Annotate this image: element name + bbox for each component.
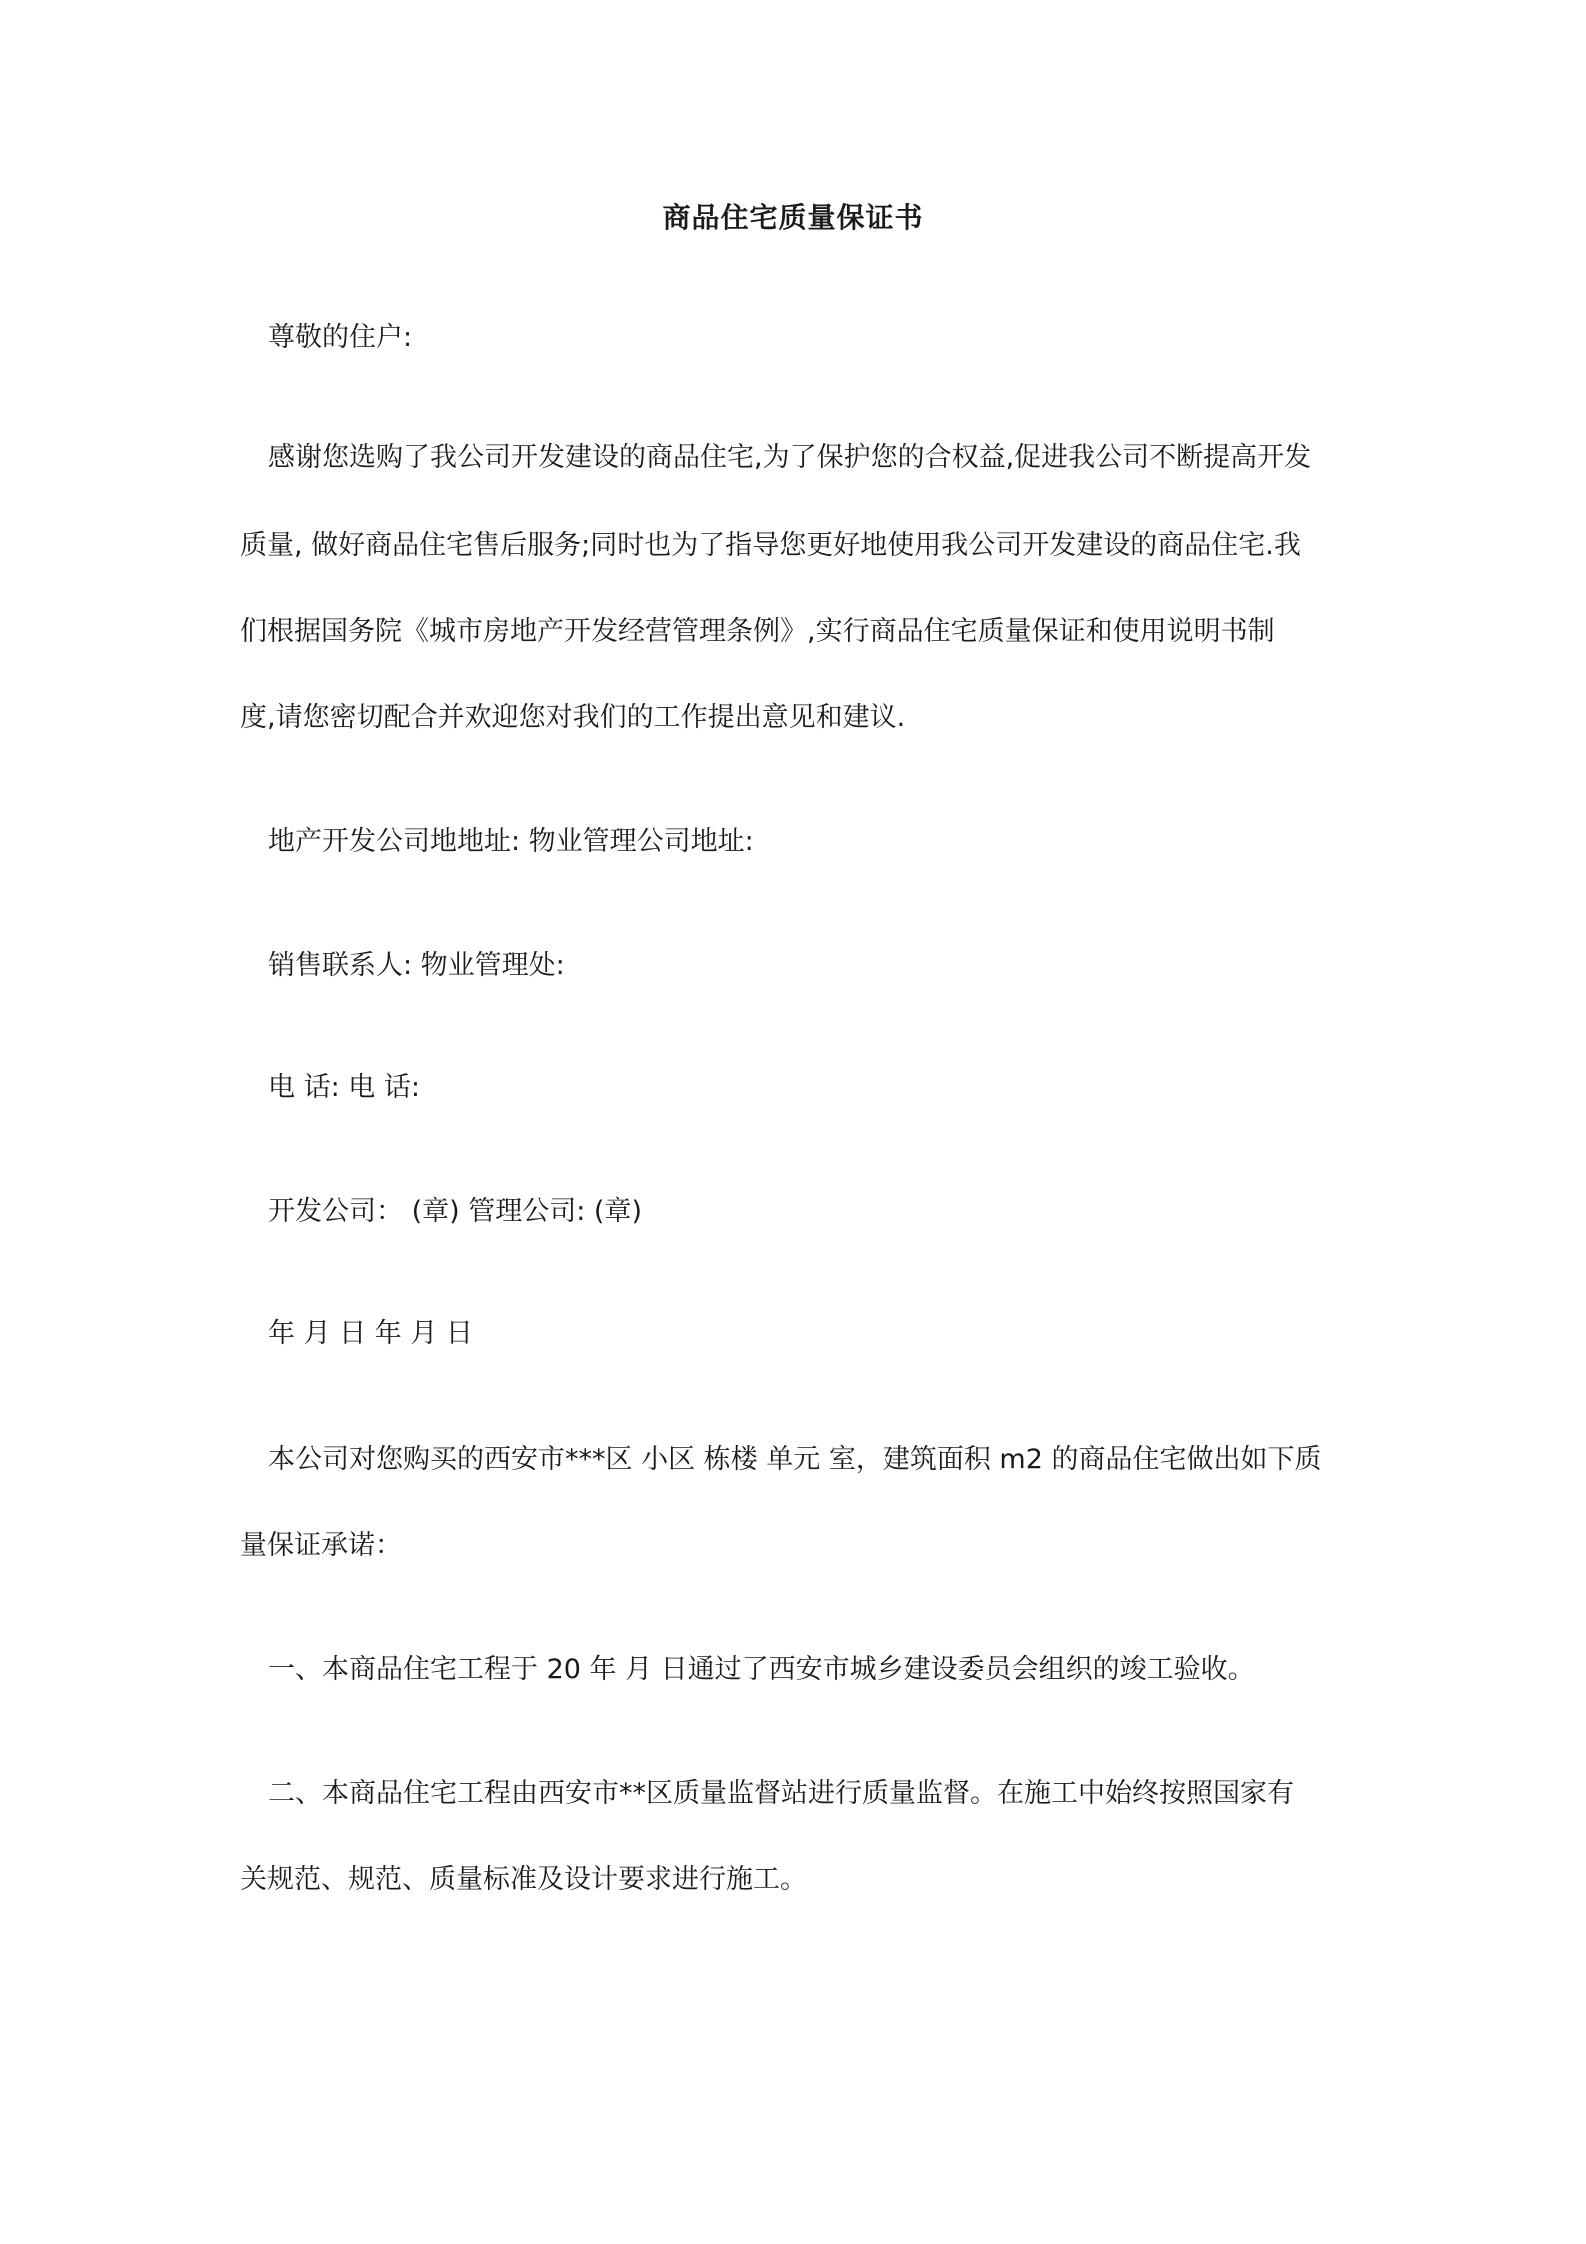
commitment-line-1: 本公司对您购买的西安市***区 小区 栋楼 单元 室，建筑面积 m2 的商品住宅做出如下质 — [268, 1444, 1322, 1475]
contact-field: 销售联系人: 物业管理处: — [268, 950, 565, 981]
page-title: 商品住宅质量保证书 — [662, 201, 924, 234]
item-2-line-1: 二、本商品住宅工程由西安市**区质量监督站进行质量监督。在施工中始终按照国家有 — [268, 1778, 1294, 1809]
commitment-line-2: 量保证承诺： — [240, 1530, 402, 1561]
seal-field: 开发公司： (章) 管理公司: (章) — [268, 1196, 642, 1227]
item-1: 一、本商品住宅工程于 20 年 月 日通过了西安市城乡建设委员会组织的竣工验收。 — [268, 1654, 1255, 1685]
address-field: 地产开发公司地地址: 物业管理公司地址: — [268, 826, 754, 857]
date-field: 年 月 日 年 月 日 — [268, 1318, 473, 1349]
intro-line-4: 度,请您密切配合并欢迎您对我们的工作提出意见和建议. — [240, 702, 906, 733]
phone-field: 电 话: 电 话: — [268, 1072, 420, 1103]
salutation: 尊敬的住户: — [268, 322, 413, 353]
intro-line-1: 感谢您选购了我公司开发建设的商品住宅,为了保护您的合权益,促进我公司不断提高开发 — [268, 442, 1312, 473]
intro-line-3: 们根据国务院《城市房地产开发经营管理条例》,实行商品住宅质量保证和使用说明书制 — [240, 616, 1275, 647]
item-2-line-2: 关规范、规范、质量标准及设计要求进行施工。 — [240, 1864, 807, 1895]
intro-line-2: 质量, 做好商品住宅售后服务;同时也为了指导您更好地使用我公司开发建设的商品住宅.我 — [240, 530, 1301, 561]
